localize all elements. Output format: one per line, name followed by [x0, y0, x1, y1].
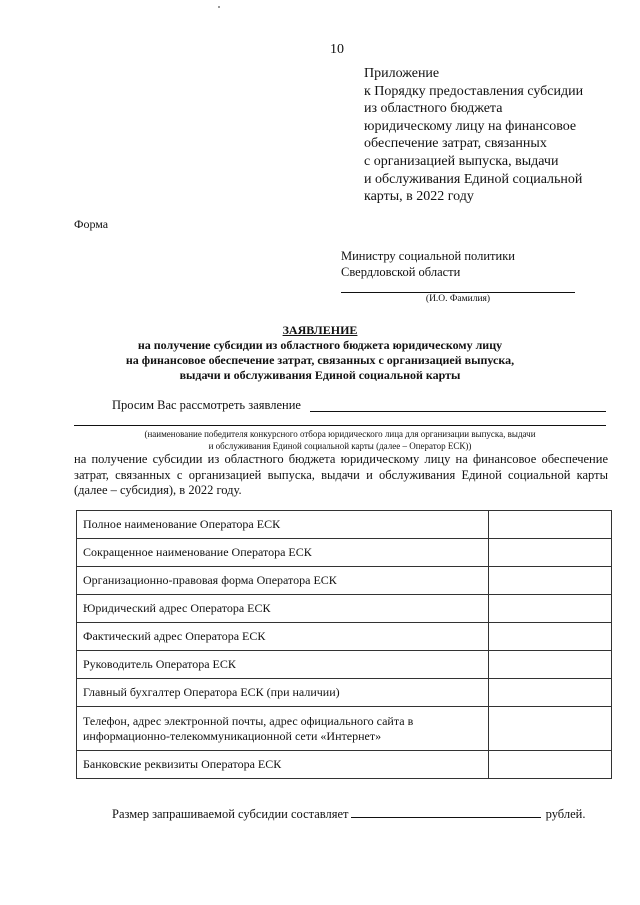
operator-details-table — [76, 510, 612, 779]
table-row — [77, 651, 612, 679]
request-text: Просим Вас рассмотреть заявление — [112, 398, 301, 412]
appendix-header — [364, 65, 614, 206]
appendix-line: карты, в 2022 году — [364, 189, 474, 205]
table-row — [77, 539, 612, 567]
addressee-line1: Министру социальной политики — [341, 249, 515, 263]
signature-line[interactable] — [341, 292, 575, 293]
signature-caption: (И.О. Фамилия) — [425, 294, 491, 304]
row-value-field[interactable] — [489, 511, 612, 539]
row-value-field[interactable] — [489, 623, 612, 651]
row-value-field[interactable] — [489, 595, 612, 623]
form-label: Форма — [74, 217, 109, 231]
caption-line: и обслуживания Единой социальной карты (далее – Оператор ЕСК)) — [208, 441, 472, 451]
row-value-field[interactable] — [489, 707, 612, 751]
row-value-field[interactable] — [489, 651, 612, 679]
appendix-line: юридическому лицу на финансовое — [364, 118, 577, 134]
table-row — [77, 679, 612, 707]
appendix-line: к Порядку предоставления субсидии — [364, 83, 584, 99]
table-row — [77, 511, 612, 539]
row-value-field[interactable] — [489, 751, 612, 779]
row-label: Юридический адрес Оператора ЕСК — [77, 595, 489, 623]
row-label — [77, 707, 489, 751]
amount-suffix: рублей. — [545, 807, 586, 821]
subsidy-amount-line — [112, 805, 585, 822]
row-label: Фактический адрес Оператора ЕСК — [77, 623, 489, 651]
addressee-line2: Свердловской области — [341, 265, 461, 279]
title-line: на финансовое обеспечение затрат, связанных с организацией выпуска, — [125, 353, 515, 367]
title-heading: ЗАЯВЛЕНИЕ — [282, 323, 358, 337]
table-row — [77, 707, 612, 751]
row-label-line: Телефон, адрес электронной почты, адрес официального сайта в — [83, 713, 414, 728]
table-row — [77, 567, 612, 595]
title-line: выдачи и обслуживания Единой социальной карты — [179, 368, 461, 382]
row-value-field[interactable] — [489, 567, 612, 595]
applicant-name-field-continued[interactable] — [74, 425, 606, 426]
caption-line: (наименование победителя конкурсного отбора юридического лица для организации выпуска, выдачи — [144, 429, 536, 439]
document-title — [60, 323, 580, 383]
table-row — [77, 623, 612, 651]
appendix-line: Приложение — [364, 66, 440, 81]
page-number: 10 — [330, 42, 344, 57]
applicant-name-field[interactable] — [310, 411, 606, 412]
title-line: на получение субсидии из областного бюджета юридическому лицу — [137, 338, 503, 352]
appendix-line: и обслуживания Единой социальной — [364, 171, 583, 187]
row-label: Организационно-правовая форма Оператора ЕСК — [77, 567, 489, 595]
row-label: Полное наименование Оператора ЕСК — [77, 511, 489, 539]
appendix-line: из областного бюджета — [364, 101, 503, 117]
row-value-field[interactable] — [489, 679, 612, 707]
row-value-field[interactable] — [489, 539, 612, 567]
addressee-block — [341, 248, 515, 280]
table-row — [77, 595, 612, 623]
row-label: Руководитель Оператора ЕСК — [77, 651, 489, 679]
appendix-line: с организацией выпуска, выдачи — [364, 153, 559, 169]
scan-dot — [218, 6, 220, 8]
amount-prefix: Размер запрашиваемой субсидии составляет — [112, 807, 349, 821]
row-label: Банковские реквизиты Оператора ЕСК — [77, 751, 489, 779]
request-paragraph: на получение субсидии из областного бюджета юридическому лицу на финансовое обеспечение затрат, связанных с организацией выпуска, выдачи и обслуживания Единой социальной карты (далее – субсидия), в 2022 году. — [74, 452, 608, 497]
row-label: Главный бухгалтер Оператора ЕСК (при наличии) — [77, 679, 489, 707]
row-label: Сокращенное наименование Оператора ЕСК — [77, 539, 489, 567]
applicant-caption — [74, 428, 606, 452]
appendix-line: обеспечение затрат, связанных — [364, 136, 547, 152]
row-label-line: информационно-телекоммуникационной сети «Интернет» — [83, 728, 382, 743]
table-row — [77, 751, 612, 779]
amount-field[interactable] — [351, 805, 541, 818]
